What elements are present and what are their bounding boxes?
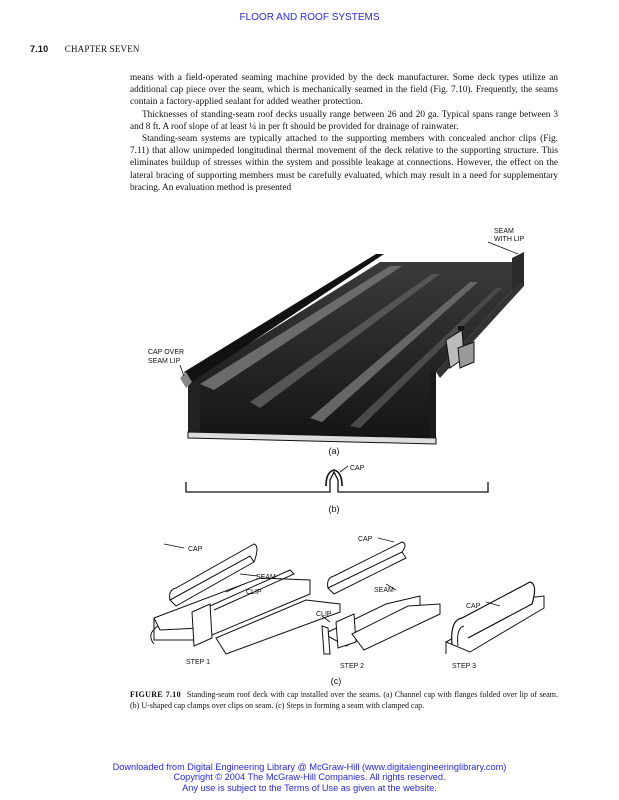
footer-line-copyright: Copyright © 2004 The McGraw-Hill Companies. All rights reserved.: [173, 772, 446, 783]
figure-b-profile: [180, 462, 500, 518]
label-cap: CAP: [350, 465, 365, 472]
paragraph: means with a field-operated seaming machine provided by the deck manufacturer. Some deck types utilize an additional cap piece over the seam, which is mechanically seamed in the field (Fig. 7.10). Frequently, the seams contain a factory-applied sealant for added weather protection.: [130, 73, 558, 108]
step1-cap-label: CAP: [188, 546, 203, 553]
paragraph: Standing-seam systems are typically attached to the supporting members with concealed anchor clips (Fig. 7.11) that allow unimpeded longitudinal thermal movement of the deck relative to the supporting structure. This eliminates buildup of stresses within the system and possible leakage at connections. However, the effect on the lateral bracing of supporting members must be carefully evaluated, which may result in a need for supplementary bracing. An evaluation method is presented: [130, 134, 558, 193]
figure-c-steps: [140, 534, 550, 688]
step-3-drawing: [446, 582, 544, 654]
step2-label: STEP 2: [340, 663, 364, 670]
paragraph: Thicknesses of standing-seam roof decks usually range between 26 and 20 ga. Typical spans range between 3 and 8 ft. A roof slope of at least ¼ in per ft should be provided for drainage of rainwater.: [130, 109, 558, 132]
step2-clip-label: CLIP: [316, 611, 332, 618]
step2-cap-label: CAP: [358, 536, 373, 543]
deck-profile: [186, 472, 488, 492]
figure-number: FIGURE 7.10: [130, 690, 181, 699]
figure-a-deck-illustration: [140, 222, 540, 462]
step3-cap-label: CAP: [466, 603, 481, 610]
section-banner: FLOOR AND ROOF SYSTEMS: [239, 12, 380, 23]
step3-label: STEP 3: [452, 663, 476, 670]
download-footer: [0, 762, 619, 793]
subfigure-label-a: (a): [328, 446, 340, 456]
footer-line-terms: Any use is subject to the Terms of Use as given at the website.: [182, 782, 437, 793]
page-number: 7.10: [30, 44, 49, 54]
step2-seam-label: SEAM: [374, 587, 394, 594]
label-seam: SEAM: [494, 228, 514, 235]
step-1-drawing: [151, 544, 340, 654]
label-cap-over: CAP OVER: [148, 349, 185, 356]
running-head: [30, 44, 140, 54]
caption-text: Standing-seam roof deck with cap installed over the seams. (a) Channel cap with flanges folded over lip of seam. (b) U-shaped cap clamps over clips on seam. (c) Steps in forming a seam with clamped cap.: [130, 690, 559, 710]
chapter-title: CHAPTER SEVEN: [64, 44, 140, 54]
step1-clip-label: CLIP: [246, 589, 262, 596]
subfigure-label-c: (c): [330, 676, 342, 686]
body-text: [130, 72, 558, 194]
figure-caption: [130, 690, 558, 711]
footer-line-download[interactable]: Downloaded from Digital Engineering Library @ McGraw-Hill (www.digitalengineeringlibrary.com): [112, 762, 507, 772]
step-2-drawing: [322, 538, 440, 654]
label-seam-lip: SEAM LIP: [148, 358, 181, 365]
label-with-lip: WITH LIP: [494, 236, 525, 243]
step1-label: STEP 1: [186, 659, 210, 666]
subfigure-label-b: (b): [328, 504, 340, 514]
step1-seam-label: SEAM: [256, 574, 276, 581]
